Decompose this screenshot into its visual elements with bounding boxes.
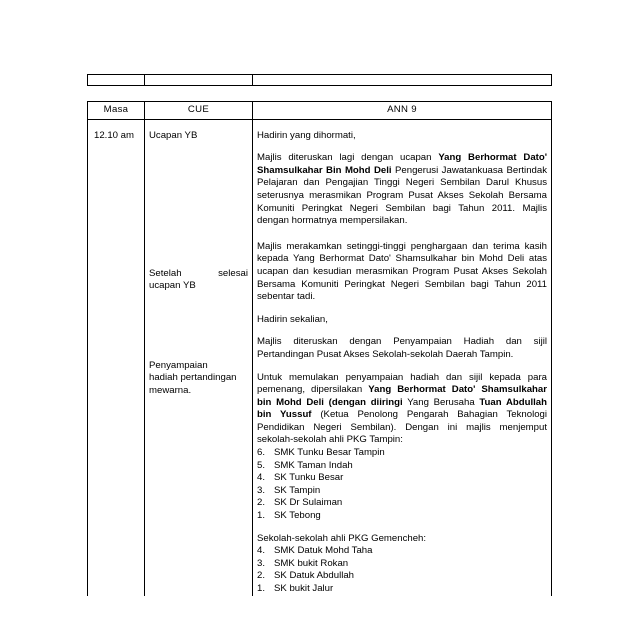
school-list-tampin bbox=[257, 447, 547, 523]
cue-item: Penyampaian hadiah pertandingan mewarna. bbox=[149, 359, 237, 396]
announcement-cell bbox=[253, 119, 552, 596]
paragraph: Untuk memulakan penyampaian hadiah dan sijil kepada para pemenang, dipersilakan Yang Berhormat Dato' Shamsulkahar bin Mohd Deli (dengan diiringi Yang Berusaha Tuan Abdullah bin Yussuf (Ketua Penolong Pengarah Bahagian Teknologi Pendidikan Negeri Sembilan). Dengan ini majlis menjemput sekolah-sekolah ahli PKG Tampin: bbox=[257, 371, 547, 446]
list-item: 4. SMK Datuk Mohd Taha bbox=[257, 545, 373, 557]
list-item: 3. SMK bukit Rokan bbox=[257, 557, 349, 569]
empty-cell bbox=[88, 75, 145, 86]
greeting: Hadirin sekalian, bbox=[257, 313, 328, 325]
table-header-row bbox=[88, 102, 552, 120]
list-item: 1. SK Tebong bbox=[257, 510, 321, 522]
time-cell bbox=[88, 119, 145, 596]
list-item: 6. SMK Tunku Besar Tampin bbox=[257, 447, 385, 459]
paragraph: Majlis diteruskan dengan Penyampaian Hadiah dan sijil Pertandingan Pusat Akses Sekolah-sekolah Daerah Tampin. bbox=[257, 336, 547, 360]
list-item: 1. SK bukit Jalur bbox=[257, 583, 334, 594]
paragraph: Sekolah-sekolah ahli PKG Gemencheh: bbox=[257, 532, 427, 544]
header-masa: Masa bbox=[88, 102, 145, 120]
header-cue: CUE bbox=[145, 102, 253, 120]
list-item: 2. SK Dr Sulaiman bbox=[257, 497, 343, 509]
empty-header-table bbox=[87, 74, 552, 86]
empty-cell bbox=[145, 75, 253, 86]
table-row bbox=[88, 119, 552, 596]
empty-cell bbox=[253, 75, 552, 86]
list-item: 2. SK Datuk Abdullah bbox=[257, 570, 355, 582]
list-item: 3. SK Tampin bbox=[257, 484, 321, 496]
cue-item: Ucapan YB bbox=[149, 129, 198, 141]
list-item: 4. SK Tunku Besar bbox=[257, 472, 344, 484]
header-ann: ANN 9 bbox=[253, 102, 552, 120]
cue-item: Setelah selesai ucapan YB bbox=[149, 267, 248, 292]
paragraph: Majlis merakamkan setinggi-tinggi penghargaan dan terima kasih kepada Yang Berhormat Dato' Shamsulkahar bin Mohd Deli atas ucapan dan kesudian merasmikan Program Pusat Akses Sekolah Bersama Komuniti Peringkat Negeri Sembilan bagi Tahun 2011 sebentar tadi. bbox=[257, 240, 547, 303]
school-list-gemencheh bbox=[257, 545, 547, 595]
script-table bbox=[87, 101, 552, 596]
list-item: 5. SMK Taman Indah bbox=[257, 459, 353, 471]
paragraph: Majlis diteruskan lagi dengan ucapan Yang Berhormat Dato' Shamsulkahar Bin Mohd Deli Pengerusi Jawatankuasa Bertindak Pelajaran dan Pengajian Tinggi Negeri Sembilan Darul Khusus seterusnya merasmikan Program Pusat Akses Sekolah Bersama Komuniti Peringkat Negeri Sembilan bagi Tahun 2011. Majlis dengan hormatnya mempersilakan. bbox=[257, 152, 547, 227]
time-value: 12.10 am bbox=[94, 129, 135, 141]
greeting: Hadirin yang dihormati, bbox=[257, 129, 356, 141]
cue-cell bbox=[145, 119, 253, 596]
